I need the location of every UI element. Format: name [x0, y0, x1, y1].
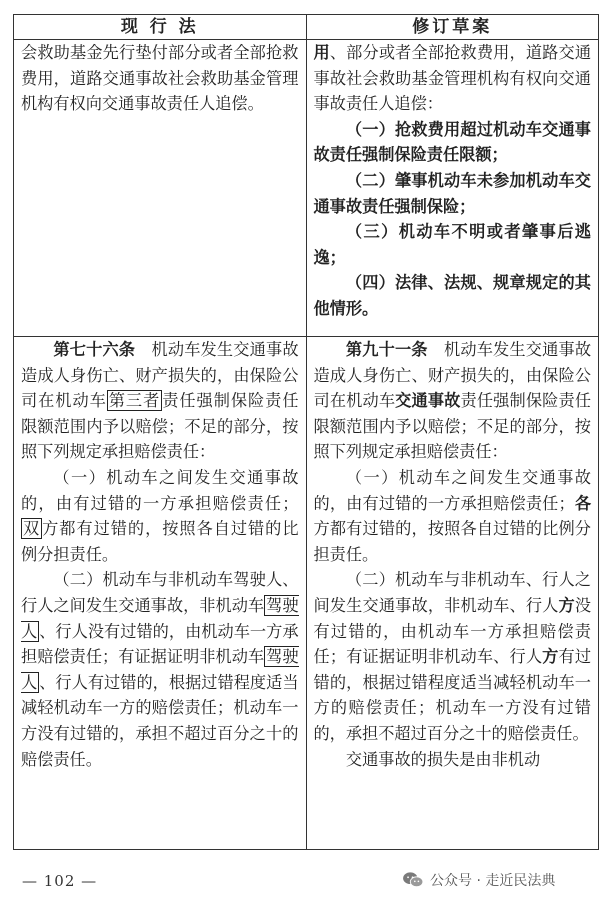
article-91-item-2 — [314, 567, 592, 746]
text-segment: 责任强制保险责任限额范围内予以赔偿；不足的部分，按照下列规定承担赔偿责任： — [21, 391, 299, 462]
article-76-intro — [21, 337, 299, 465]
draft-text — [314, 40, 592, 117]
article-91-item-1 — [314, 465, 592, 567]
watermark — [402, 870, 555, 890]
draft-cell — [306, 337, 599, 850]
text-segment: 、行人没有过错的，由机动车一方承担赔偿责任；有证据证明非机动车 — [21, 621, 299, 667]
table-row — [14, 337, 599, 850]
draft-item-1: （一）抢救费用超过机动车交通事故责任强制保险责任限额； — [313, 119, 591, 165]
draft-item-2: （二）肇事机动车未参加机动车交通事故责任强制保险； — [313, 170, 591, 216]
amended-text: 交通事故 — [395, 391, 461, 411]
article-76-item-2 — [21, 567, 299, 772]
text-segment: 方都有过错的，按照各自过错的比例分担责任。 — [313, 519, 591, 564]
draft-text-body: 、部分或者全部抢救费用，道路交通事故社会救助基金管理机构有权向交通事故责任人追偿： — [313, 43, 592, 114]
page-number: — 102 — — [22, 872, 98, 890]
article-91-intro — [314, 337, 592, 465]
text-segment: 没有过错的，由机动车一方承担赔偿责任；有证据证明非机动车、行人 — [313, 595, 592, 667]
current-law-text: 会救助基金先行垫付部分或者全部抢救费用，道路交通事故社会救助基金管理机构有权向交通事故责任人追偿。 — [21, 43, 299, 114]
header-draft-revision: 修订草案 — [306, 15, 599, 40]
text-segment: （二）机动车与非机动车驾驶人、行人之间发生交通事故，非机动车 — [21, 570, 299, 615]
highlighted-term: 驾驶人 — [21, 647, 299, 692]
text-segment: 有过错的，根据过错程度适当减轻机动车一方的赔偿责任；机动车一方没有过错的，承担不超过百分之十的赔偿责任。 — [313, 647, 592, 743]
amended-text: 方 — [542, 647, 559, 667]
text-segment: （二）机动车与非机动车、行人之间发生交通事故，非机动车、行人 — [313, 570, 591, 615]
text-segment: 、行人有过错的，根据过错程度适当减轻机动车一方的赔偿责任；机动车一方没有过错的，承担不超过百分之十的赔偿责任。 — [21, 672, 299, 769]
highlighted-term: 第三者 — [108, 391, 161, 411]
text-segment: 机动车发生交通事故造成人身伤亡、财产损失的，由保险公司在机动车 — [313, 340, 592, 411]
text-segment: （一）机动车之间发生交通事故的，由有过错的一方承担赔偿责任； — [313, 467, 591, 513]
article-91-number: 第九十一条 — [345, 340, 428, 359]
draft-item-4: （四）法律、法规、规章规定的其他情形。 — [313, 273, 591, 318]
amended-text: 用 — [313, 43, 330, 62]
draft-cell — [306, 40, 599, 337]
watermark-text: 公众号 · 走近民法典 — [430, 873, 556, 889]
article-91-continuation: 交通事故的损失是由非机动 — [345, 749, 541, 769]
current-law-cell — [14, 40, 307, 337]
table-row — [14, 40, 599, 337]
comparison-table — [13, 14, 599, 850]
text-segment: 责任强制保险责任限额范围内予以赔偿；不足的部分，按照下列规定承担赔偿责任： — [313, 391, 592, 462]
amended-text: 各 — [574, 493, 592, 513]
amended-text: 方 — [558, 595, 575, 615]
text-segment: 方都有过错的，按照各自过错的比例分担责任。 — [21, 519, 299, 564]
draft-item-3: （三）机动车不明或者肇事后逃逸； — [313, 222, 591, 267]
text-segment: （一）机动车之间发生交通事故的，由有过错的一方承担赔偿责任； — [21, 467, 299, 513]
text-segment: 机动车发生交通事故造成人身伤亡、财产损失的，由保险公司在机动车 — [21, 340, 299, 411]
header-row — [14, 15, 599, 40]
header-current-law: 现 行 法 — [14, 15, 307, 40]
highlighted-term: 双 — [23, 519, 41, 539]
wechat-icon — [402, 871, 424, 889]
article-76-number: 第七十六条 — [53, 340, 136, 359]
highlighted-term: 驾驶人 — [21, 595, 299, 641]
article-76-item-1 — [21, 465, 299, 567]
current-law-cell — [14, 337, 307, 850]
